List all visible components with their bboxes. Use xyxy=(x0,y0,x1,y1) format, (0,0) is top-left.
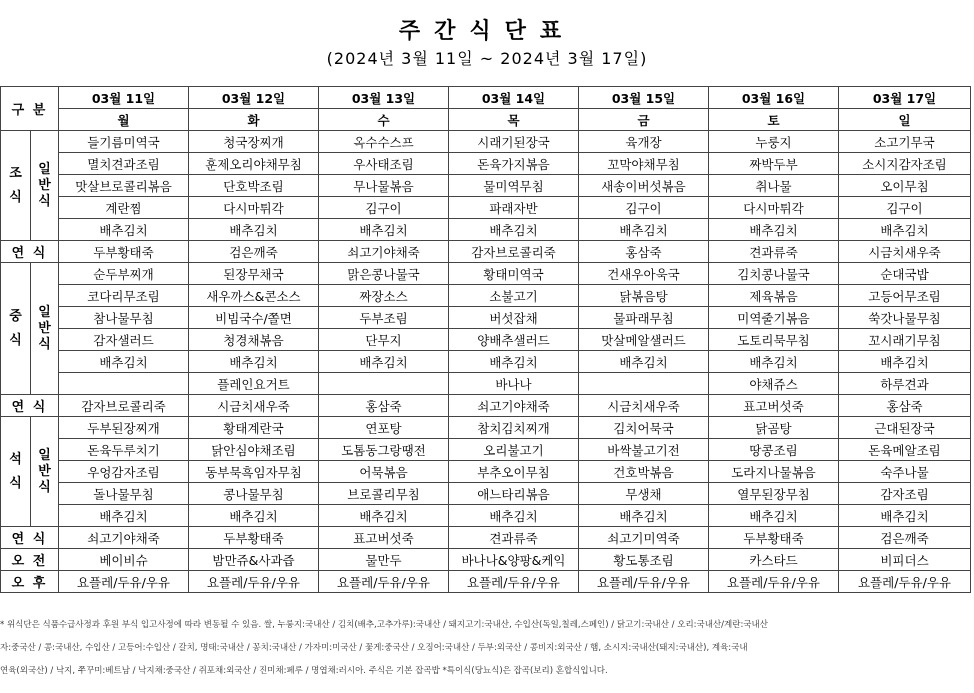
snack-pm-row xyxy=(1,571,971,593)
lunch-row xyxy=(1,351,971,373)
menu-item: 청경채볶음 xyxy=(189,329,319,351)
snack-pm-item: 요플레/두유/우유 xyxy=(449,571,579,593)
menu-item: 배추김치 xyxy=(319,351,449,373)
menu-item: 감자샐러드 xyxy=(59,329,189,351)
page-title: 주간식단표 xyxy=(398,19,576,44)
menu-item: 맛살메알샐러드 xyxy=(579,329,709,351)
menu-item: 김구이 xyxy=(579,197,709,219)
lunch-label xyxy=(1,263,31,395)
dinner-row xyxy=(1,439,971,461)
porridge-label: 연 식 xyxy=(1,241,59,263)
dinner-row xyxy=(1,417,971,439)
date-cell: 03월 15일 xyxy=(579,87,709,109)
general-label-char: 식 xyxy=(38,479,51,495)
menu-item: 참나물무침 xyxy=(59,307,189,329)
menu-item: 우사태조림 xyxy=(319,153,449,175)
menu-item: 꼬막야채무침 xyxy=(579,153,709,175)
breakfast-row xyxy=(1,131,971,153)
snack-am-item: 황도통조림 xyxy=(579,549,709,571)
snack-am-item: 베이비슈 xyxy=(59,549,189,571)
dinner-row xyxy=(1,505,971,527)
dinner-row xyxy=(1,461,971,483)
menu-item xyxy=(579,373,709,395)
menu-item: 돈육가지볶음 xyxy=(449,153,579,175)
porridge-item: 감자브로콜리죽 xyxy=(59,395,189,417)
menu-item: 도라지나물볶음 xyxy=(709,461,839,483)
lunch-row xyxy=(1,329,971,351)
menu-item: 감자조림 xyxy=(839,483,971,505)
menu-item xyxy=(59,373,189,395)
date-cell: 03월 16일 xyxy=(709,87,839,109)
lunch-row xyxy=(1,373,971,395)
menu-item: 하루견과 xyxy=(839,373,971,395)
menu-item: 배추김치 xyxy=(59,351,189,373)
porridge-item: 감자브로콜리죽 xyxy=(449,241,579,263)
menu-item: 옥수수스프 xyxy=(319,131,449,153)
menu-item: 배추김치 xyxy=(709,505,839,527)
menu-item: 황태계란국 xyxy=(189,417,319,439)
menu-item: 짜장소스 xyxy=(319,285,449,307)
menu-item: 배추김치 xyxy=(709,219,839,241)
general-label-char: 일 xyxy=(38,447,51,463)
breakfast-porridge-row xyxy=(1,241,971,263)
porridge-item: 시금치새우죽 xyxy=(189,395,319,417)
general-label-char: 식 xyxy=(38,193,51,209)
menu-item: 소시지감자조림 xyxy=(839,153,971,175)
porridge-item: 시금치새우죽 xyxy=(579,395,709,417)
menu-item: 멸치견과조림 xyxy=(59,153,189,175)
menu-item: 코다리무조림 xyxy=(59,285,189,307)
snack-am-item: 밤만쥬&사과즙 xyxy=(189,549,319,571)
porridge-item: 표고버섯죽 xyxy=(709,395,839,417)
date-cell: 03월 13일 xyxy=(319,87,449,109)
date-cell: 03월 17일 xyxy=(839,87,971,109)
menu-item: 건새우아욱국 xyxy=(579,263,709,285)
footer-line-1: * 위식단은 식품수급사정과 후원 부식 입고사정에 따라 변동될 수 있음. 쌀, 누룽지:국내산 / 김치(배추,고추가루):국내산 / 돼지고기:국내산, 수입산(독일,칠레,스페인) / 닭고기:국내산 / 오리:국내산/계란:국내산 xyxy=(0,620,768,630)
menu-item: 육개장 xyxy=(579,131,709,153)
porridge-item: 홍삼죽 xyxy=(579,241,709,263)
general-label-char: 일 xyxy=(38,304,51,320)
menu-item: 우엉감자조림 xyxy=(59,461,189,483)
menu-item xyxy=(319,373,449,395)
menu-item: 황태미역국 xyxy=(449,263,579,285)
porridge-item: 견과류죽 xyxy=(709,241,839,263)
menu-item: 돌나물무침 xyxy=(59,483,189,505)
menu-item: 누룽지 xyxy=(709,131,839,153)
menu-item: 오이무침 xyxy=(839,175,971,197)
snack-am-item: 비피더스 xyxy=(839,549,971,571)
menu-item: 배추김치 xyxy=(839,351,971,373)
menu-item: 건호박볶음 xyxy=(579,461,709,483)
menu-item: 배추김치 xyxy=(449,219,579,241)
menu-item: 도톰동그랑땡전 xyxy=(319,439,449,461)
dinner-label-char: 식 xyxy=(9,475,22,491)
menu-item: 브로콜리무침 xyxy=(319,483,449,505)
menu-item: 바싹불고기전 xyxy=(579,439,709,461)
snack-pm-item: 요플레/두유/우유 xyxy=(189,571,319,593)
menu-item: 새우까스&콘소스 xyxy=(189,285,319,307)
menu-item: 김치어묵국 xyxy=(579,417,709,439)
menu-item: 야채쥬스 xyxy=(709,373,839,395)
general-label-char: 일 xyxy=(38,161,51,177)
porridge-label: 연 식 xyxy=(1,527,59,549)
menu-item: 열무된장무침 xyxy=(709,483,839,505)
lunch-general-label xyxy=(31,263,59,395)
porridge-item: 두부황태죽 xyxy=(189,527,319,549)
menu-item: 배추김치 xyxy=(59,219,189,241)
snack-am-row xyxy=(1,549,971,571)
porridge-item: 검은깨죽 xyxy=(839,527,971,549)
menu-item: 콩나물무침 xyxy=(189,483,319,505)
breakfast-label-char: 식 xyxy=(9,189,22,205)
menu-item: 배추김치 xyxy=(189,219,319,241)
porridge-item: 시금치새우죽 xyxy=(839,241,971,263)
menu-item: 숙주나물 xyxy=(839,461,971,483)
dinner-row xyxy=(1,483,971,505)
snack-am-item: 물만두 xyxy=(319,549,449,571)
lunch-row xyxy=(1,285,971,307)
menu-item: 플레인요거트 xyxy=(189,373,319,395)
gubun-label: 구 분 xyxy=(1,87,59,131)
menu-item: 배추김치 xyxy=(839,505,971,527)
porridge-item: 검은깨죽 xyxy=(189,241,319,263)
menu-item: 맑은콩나물국 xyxy=(319,263,449,285)
snack-pm-item: 요플레/두유/우유 xyxy=(839,571,971,593)
snack-am-item: 바나나&양팡&케익 xyxy=(449,549,579,571)
menu-item: 부추오이무침 xyxy=(449,461,579,483)
menu-item: 김치콩나물국 xyxy=(709,263,839,285)
menu-item: 고등어무조림 xyxy=(839,285,971,307)
lunch-label-char: 중 xyxy=(9,308,22,324)
menu-item: 청국장찌개 xyxy=(189,131,319,153)
menu-item: 오리불고기 xyxy=(449,439,579,461)
date-cell: 03월 14일 xyxy=(449,87,579,109)
menu-item: 순대국밥 xyxy=(839,263,971,285)
menu-item: 쑥갓나물무침 xyxy=(839,307,971,329)
snack-pm-item: 요플레/두유/우유 xyxy=(59,571,189,593)
menu-table xyxy=(0,86,971,593)
porridge-item: 홍삼죽 xyxy=(319,395,449,417)
weekday-cell: 일 xyxy=(839,109,971,131)
porridge-item: 두부황태죽 xyxy=(59,241,189,263)
menu-item: 돈육메알조림 xyxy=(839,439,971,461)
menu-item: 비빔국수/쫄면 xyxy=(189,307,319,329)
menu-item: 맛살브로콜리볶음 xyxy=(59,175,189,197)
menu-item: 닭볶음탕 xyxy=(579,285,709,307)
menu-item: 어묵볶음 xyxy=(319,461,449,483)
menu-item: 시래기된장국 xyxy=(449,131,579,153)
weekday-cell: 금 xyxy=(579,109,709,131)
menu-item: 미역줄기볶음 xyxy=(709,307,839,329)
menu-item: 배추김치 xyxy=(319,219,449,241)
menu-item: 두부된장찌개 xyxy=(59,417,189,439)
menu-item: 제육볶음 xyxy=(709,285,839,307)
menu-item: 김구이 xyxy=(839,197,971,219)
porridge-item: 두부황태죽 xyxy=(709,527,839,549)
menu-item: 닭안심야채조림 xyxy=(189,439,319,461)
porridge-label: 연 식 xyxy=(1,395,59,417)
breakfast-row xyxy=(1,197,971,219)
breakfast-row xyxy=(1,153,971,175)
weekday-cell: 수 xyxy=(319,109,449,131)
menu-item: 양배추샐러드 xyxy=(449,329,579,351)
date-row xyxy=(1,87,971,109)
menu-item: 파래자반 xyxy=(449,197,579,219)
menu-item: 된장무채국 xyxy=(189,263,319,285)
menu-item: 꼬시래기무침 xyxy=(839,329,971,351)
menu-item: 단호박조림 xyxy=(189,175,319,197)
weekday-cell: 월 xyxy=(59,109,189,131)
snack-pm-item: 요플레/두유/우유 xyxy=(579,571,709,593)
weekday-row xyxy=(1,109,971,131)
menu-item: 연포탕 xyxy=(319,417,449,439)
date-range: (2024년 3월 11일 ~ 2024년 3월 17일) xyxy=(326,49,648,68)
weekday-cell: 목 xyxy=(449,109,579,131)
porridge-item: 쇠고기미역죽 xyxy=(579,527,709,549)
menu-item: 다시마튀각 xyxy=(189,197,319,219)
dinner-label-char: 석 xyxy=(9,451,22,467)
snack-pm-label: 오 후 xyxy=(1,571,59,593)
menu-item: 배추김치 xyxy=(839,219,971,241)
lunch-row xyxy=(1,307,971,329)
menu-item: 도토리묵무침 xyxy=(709,329,839,351)
menu-item: 근대된장국 xyxy=(839,417,971,439)
menu-item: 짜박두부 xyxy=(709,153,839,175)
menu-item: 물파래무침 xyxy=(579,307,709,329)
porridge-item: 쇠고기야채죽 xyxy=(319,241,449,263)
porridge-item: 홍삼죽 xyxy=(839,395,971,417)
porridge-item: 표고버섯죽 xyxy=(319,527,449,549)
menu-item: 땅콩조림 xyxy=(709,439,839,461)
menu-item: 무나물볶음 xyxy=(319,175,449,197)
menu-item: 김구이 xyxy=(319,197,449,219)
lunch-row xyxy=(1,263,971,285)
porridge-item: 쇠고기야채죽 xyxy=(59,527,189,549)
dinner-general-label xyxy=(31,417,59,527)
dinner-label xyxy=(1,417,31,527)
porridge-item: 견과류죽 xyxy=(449,527,579,549)
footer-line-3: 연육(외국산) / 낙지, 쭈꾸미:베트남 / 낙지채:중국산 / 쥐포채:외국산 / 진미채:페루 / 명엽채:러시아. 주식은 기본 잡곡밥 *특이식(당뇨식)은 잡곡(보리) 혼합식입니다. xyxy=(0,666,608,676)
lunch-label-char: 식 xyxy=(9,332,22,348)
menu-item: 소불고기 xyxy=(449,285,579,307)
dinner-porridge-row xyxy=(1,527,971,549)
menu-item: 계란찜 xyxy=(59,197,189,219)
menu-item: 닭곰탕 xyxy=(709,417,839,439)
menu-item: 들기름미역국 xyxy=(59,131,189,153)
menu-item: 두부조림 xyxy=(319,307,449,329)
menu-item: 순두부찌개 xyxy=(59,263,189,285)
menu-item: 배추김치 xyxy=(189,505,319,527)
menu-item: 돈육두루치기 xyxy=(59,439,189,461)
porridge-item: 쇠고기야채죽 xyxy=(449,395,579,417)
menu-item: 애느타리볶음 xyxy=(449,483,579,505)
menu-item: 다시마튀각 xyxy=(709,197,839,219)
breakfast-label-char: 조 xyxy=(9,165,22,181)
menu-item: 소고기무국 xyxy=(839,131,971,153)
breakfast-row xyxy=(1,219,971,241)
menu-item: 배추김치 xyxy=(449,505,579,527)
menu-item: 새송이버섯볶음 xyxy=(579,175,709,197)
menu-item: 버섯잡채 xyxy=(449,307,579,329)
menu-item: 취나물 xyxy=(709,175,839,197)
snack-pm-item: 요플레/두유/우유 xyxy=(319,571,449,593)
weekday-cell: 화 xyxy=(189,109,319,131)
breakfast-row xyxy=(1,175,971,197)
general-label-char: 반 xyxy=(38,320,51,336)
menu-item: 배추김치 xyxy=(579,219,709,241)
menu-item: 물미역무침 xyxy=(449,175,579,197)
menu-item: 배추김치 xyxy=(449,351,579,373)
snack-am-item: 카스타드 xyxy=(709,549,839,571)
general-label-char: 반 xyxy=(38,177,51,193)
menu-item: 단무지 xyxy=(319,329,449,351)
weekday-cell: 토 xyxy=(709,109,839,131)
general-label-char: 반 xyxy=(38,463,51,479)
breakfast-general-label xyxy=(31,131,59,241)
menu-item: 무생채 xyxy=(579,483,709,505)
menu-item: 배추김치 xyxy=(59,505,189,527)
menu-item: 참치김치찌개 xyxy=(449,417,579,439)
snack-pm-item: 요플레/두유/우유 xyxy=(709,571,839,593)
snack-am-label: 오 전 xyxy=(1,549,59,571)
date-cell: 03월 12일 xyxy=(189,87,319,109)
menu-item: 배추김치 xyxy=(319,505,449,527)
menu-item: 바나나 xyxy=(449,373,579,395)
menu-item: 배추김치 xyxy=(579,351,709,373)
lunch-porridge-row xyxy=(1,395,971,417)
footer-line-2: 자:중국산 / 콩:국내산, 수입산 / 고등어:수입산 / 갈치, 명태:국내산 / 꽁치:국내산 / 가자미:미국산 / 꽃게:중국산 / 오징어:국내산 / 두부:외국산 / 콩비지:외국산 / 햄, 소시지:국내산(돼지:국내산), 계육:국내 xyxy=(0,643,748,653)
menu-item: 훈제오리야채무침 xyxy=(189,153,319,175)
breakfast-label xyxy=(1,131,31,241)
general-label-char: 식 xyxy=(38,336,51,352)
menu-item: 배추김치 xyxy=(189,351,319,373)
menu-item: 동부묵흑임자무침 xyxy=(189,461,319,483)
menu-item: 배추김치 xyxy=(579,505,709,527)
date-cell: 03월 11일 xyxy=(59,87,189,109)
menu-item: 배추김치 xyxy=(709,351,839,373)
